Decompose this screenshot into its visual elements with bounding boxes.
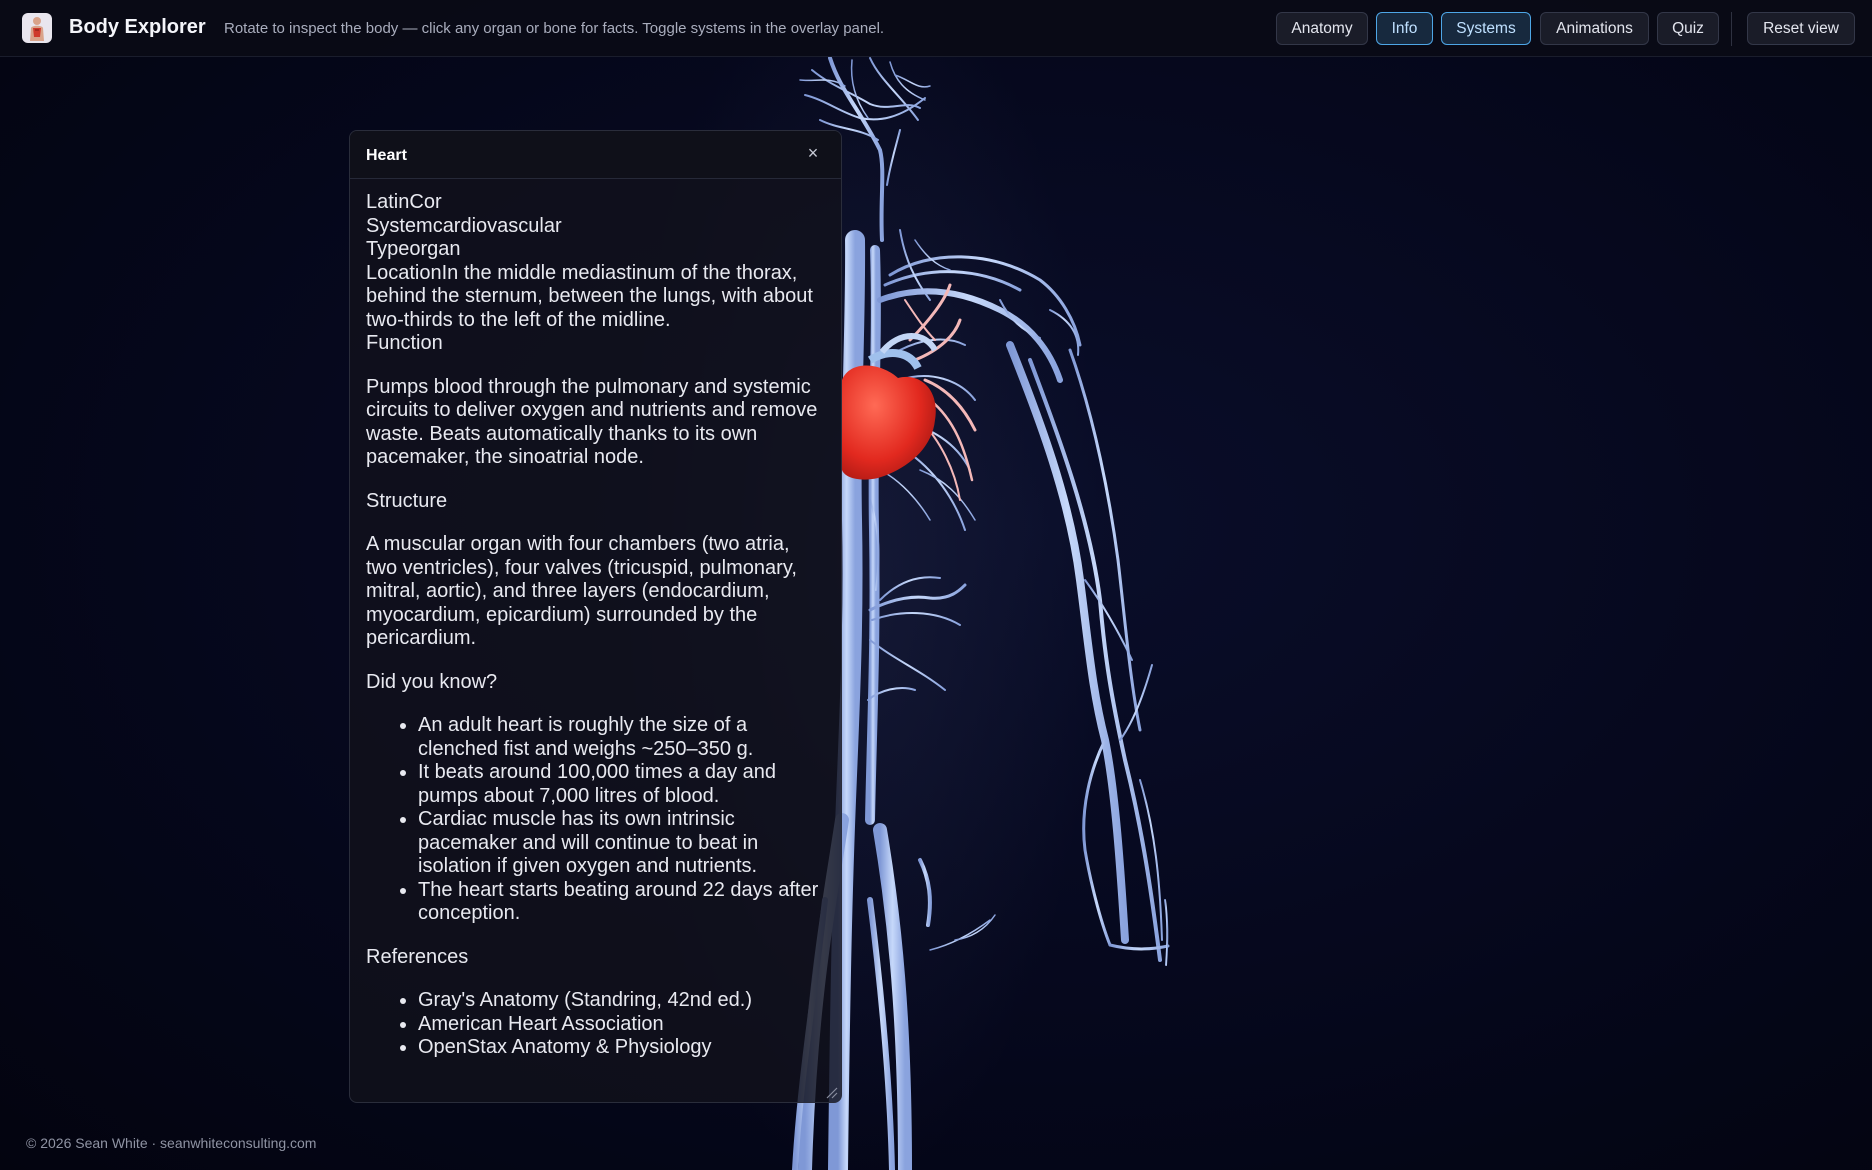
list-item: • Cardiac muscle has its own intrinsic pacemaker and will continue to beat in isolation if given oxygen and nutrients. — [418, 808, 826, 879]
structure-heading: Structure — [366, 489, 448, 512]
footer-credit: © 2026 Sean White · seanwhiteconsulting.com — [26, 1135, 317, 1151]
resize-handle-icon[interactable] — [824, 1085, 838, 1099]
fact-value: organ — [409, 238, 461, 260]
toolbar-divider — [1731, 12, 1732, 46]
info-button[interactable]: Info — [1376, 12, 1433, 45]
app-title: Body Explorer — [69, 16, 206, 38]
fact-key: System — [366, 214, 433, 237]
panel-body[interactable] — [366, 191, 826, 1060]
fact-value: In the middle mediastinum of the thorax, behind the sternum, between the lungs, with about two-thirds to the left of the midline. — [366, 261, 813, 331]
structure-text: A muscular organ with four chambers (two atria, two ventricles), four valves (tricuspid, pulmonary, mitral, aortic), and three layers (endocardium, myocardium, epicardium) surrounded by the pericardium. — [366, 533, 797, 649]
anatomy-button[interactable]: Anatomy — [1276, 12, 1368, 45]
panel-title: Heart — [366, 147, 407, 164]
list-item: • An adult heart is roughly the size of a clenched fist and weighs ~250–350 g. — [418, 714, 826, 761]
did-you-know-heading: Did you know? — [366, 670, 498, 693]
fact-key: Location — [366, 261, 442, 284]
anatomy-figure-icon — [22, 13, 52, 43]
systems-button[interactable]: Systems — [1441, 12, 1531, 45]
list-item: • American Heart Association — [418, 1013, 826, 1037]
did-you-know-list — [366, 714, 826, 926]
fact-value: cardiovascular — [432, 214, 562, 237]
function-heading: Function — [366, 332, 443, 354]
list-item: • Gray's Anatomy (Standring, 42nd ed.) — [418, 989, 826, 1013]
list-item: • It beats around 100,000 times a day and pumps about 7,000 litres of blood. — [418, 761, 826, 808]
list-item: • The heart starts beating around 22 days after conception. — [418, 879, 826, 926]
references-heading: References — [366, 945, 469, 968]
app-hint: Rotate to inspect the body — click any organ or bone for facts. Toggle systems in the overlay panel. — [224, 20, 885, 37]
panel-header[interactable] — [350, 131, 841, 179]
list-item: • OpenStax Anatomy & Physiology — [418, 1036, 826, 1060]
fact-location — [366, 262, 826, 333]
info-panel[interactable] — [349, 130, 842, 1103]
fact-type — [366, 238, 826, 262]
quiz-button[interactable]: Quiz — [1657, 12, 1719, 45]
fact-system — [366, 215, 826, 239]
fact-key: Latin — [366, 191, 410, 213]
references-list — [366, 989, 826, 1060]
reset-view-button[interactable]: Reset view — [1747, 12, 1855, 45]
animations-button[interactable]: Animations — [1540, 12, 1649, 45]
function-text: Pumps blood through the pulmonary and systemic circuits to deliver oxygen and nutrients and remove waste. Beats automatically thanks to its own pacemaker, the sinoatrial node. — [366, 375, 818, 468]
top-bar — [0, 0, 1872, 57]
fact-key: Type — [366, 238, 410, 260]
fact-value: Cor — [409, 191, 442, 213]
close-icon[interactable]: × — [807, 143, 819, 163]
fact-latin — [366, 191, 826, 215]
